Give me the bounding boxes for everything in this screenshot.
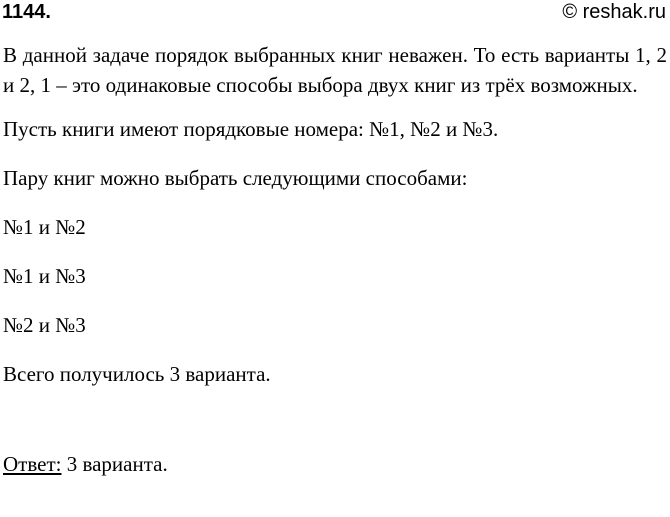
answer-line — [3, 449, 667, 479]
answer-value: 3 варианта. — [61, 452, 168, 476]
task-number: 1144. — [2, 1, 51, 23]
answer-label: Ответ: — [3, 452, 62, 476]
pair-intro-paragraph: Пару книг можно выбрать следующими способами: — [3, 166, 468, 190]
header — [0, 0, 670, 26]
total-paragraph: Всего получилось 3 варианта. — [3, 362, 271, 386]
numbering-paragraph: Пусть книги имеют порядковые номера: №1, №2 и №3. — [3, 117, 499, 141]
intro-paragraph: В данной задаче порядок выбранных книг неважен. То есть варианты 1, 2 и 2, 1 – это одинаковые способы выбора двух книг из трёх возможных. — [3, 43, 667, 97]
pair-option: №1 и №2 — [3, 215, 86, 239]
copyright-text: © reshak.ru — [562, 1, 666, 23]
pair-option: №1 и №3 — [3, 264, 86, 288]
solution-body — [3, 40, 667, 479]
pair-option: №2 и №3 — [3, 313, 86, 337]
